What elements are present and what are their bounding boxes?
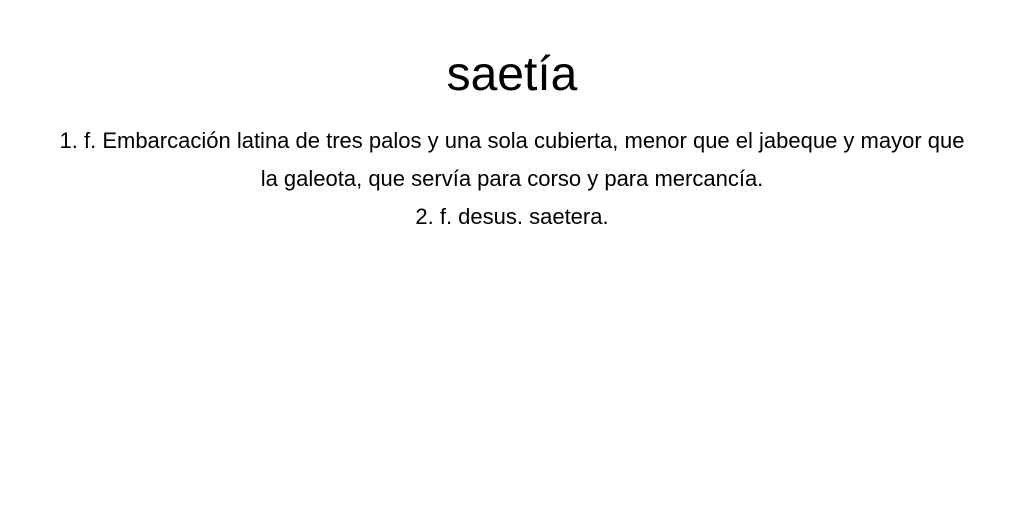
definition-2: 2. f. desus. saetera. xyxy=(415,204,609,229)
headword-title: saetía xyxy=(446,48,578,101)
definition-1: 1. f. Embarcación latina de tres palos y una sola cubierta, menor que el jabeque y mayor que la galeota, que servía para corso y para mercancía. xyxy=(59,128,965,191)
definitions-list xyxy=(52,122,972,236)
